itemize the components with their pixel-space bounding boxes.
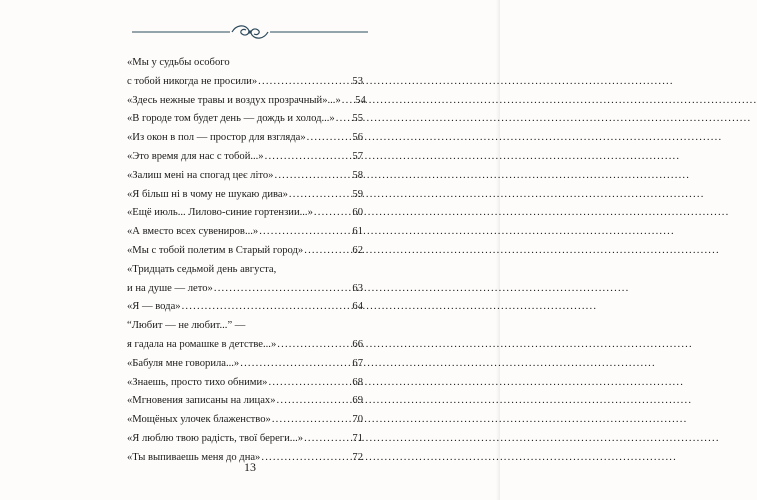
toc-entry-page: 60 — [352, 207, 363, 219]
dot-leader — [259, 223, 345, 242]
toc-entry-page: 71 — [352, 432, 363, 444]
toc-entry — [127, 261, 363, 280]
toc-entry-page: 59 — [352, 188, 363, 200]
dot-leader — [277, 392, 345, 411]
toc-entry-title: «Бабуля мне говорила...» — [127, 357, 240, 369]
toc-entry-page: 57 — [352, 150, 363, 162]
dot-leader — [265, 148, 345, 167]
toc-entry — [127, 355, 363, 374]
toc-entry — [127, 110, 363, 129]
toc-entry — [127, 148, 363, 167]
toc-entry — [127, 298, 363, 317]
toc-entry-title: «В городе том будет день — дождь и холод...» — [127, 113, 335, 125]
toc-entry — [127, 186, 363, 205]
toc-entry-page: 62 — [352, 244, 363, 256]
toc-entry-page: 61 — [352, 226, 363, 238]
toc-entry-title: «Я люблю твою радість, твої береги...» — [127, 432, 304, 444]
dot-leader — [214, 280, 345, 299]
toc-entry — [127, 430, 363, 449]
dot-leader — [336, 110, 345, 129]
dot-leader — [304, 242, 345, 261]
toc-entry-title: «Мы у судьбы особого — [127, 57, 230, 68]
decorative-flourish-icon — [132, 20, 368, 44]
toc-entry — [127, 317, 363, 336]
dot-leader — [268, 374, 345, 393]
toc-entry-title: «Я — вода» — [127, 301, 181, 313]
toc-entry — [127, 336, 363, 355]
dot-leader — [314, 204, 345, 223]
toc-entry-title: я гадала на ромашке в детстве...» — [127, 338, 277, 350]
toc-entry-page: 63 — [352, 282, 363, 294]
toc-entry-title: «Из окон в пол — простор для взгляда» — [127, 132, 306, 144]
page-edge-shadow — [496, 0, 500, 500]
toc-entry-title: “Любит — не любит...” — — [127, 320, 246, 332]
toc-entry — [127, 129, 363, 148]
toc-entry-title: «Тридцать седьмой день августа, — [127, 263, 277, 275]
dot-leader — [304, 430, 345, 449]
toc-entry-page: 66 — [352, 338, 363, 350]
toc-entry-page: 68 — [352, 376, 363, 388]
dot-leader — [274, 167, 345, 186]
dot-leader — [277, 336, 345, 355]
toc-entry-page: 69 — [352, 395, 363, 407]
toc-entry-title: «Мгновения записаны на лицах» — [127, 395, 276, 407]
toc-entry — [127, 167, 363, 186]
toc-entry-page: 53 — [352, 75, 363, 87]
toc-entry-title: «Мощёных улочек блаженство» — [127, 414, 271, 426]
toc-entry-title: «Ещё июль... Лилово-синие гортензии...» — [127, 207, 313, 219]
toc-entry — [127, 92, 366, 111]
dot-leader — [272, 411, 345, 430]
toc-entry — [127, 223, 363, 242]
toc-entry — [127, 411, 363, 430]
dot-leader — [182, 298, 345, 317]
toc-entry-page: 64 — [352, 301, 363, 313]
toc-entry-title: «Ты выпиваешь меня до дна» — [127, 451, 261, 463]
toc-entry — [127, 204, 363, 223]
toc-entry — [127, 242, 363, 261]
toc-entry-page: 67 — [352, 357, 363, 369]
toc-entry — [127, 73, 363, 92]
table-of-contents — [127, 54, 366, 468]
toc-entry-title: «Здесь нежные травы и воздух прозрачный»...» — [127, 94, 341, 106]
toc-entry-page: 55 — [352, 113, 363, 125]
toc-entry-title: «Я більш ні в чому не шукаю дива» — [127, 188, 288, 200]
toc-entry-page: 58 — [352, 169, 363, 181]
toc-entry-title: «Мы с тобой полетим в Старый город» — [127, 244, 304, 256]
toc-entry-page: 54 — [355, 94, 366, 106]
toc-entry-title: «Залиш мені на спогад цеє літо» — [127, 169, 274, 181]
toc-entry-title: с тобой никогда не просили» — [127, 75, 258, 87]
toc-entry-title: и на душе — лето» — [127, 282, 213, 294]
toc-entry — [127, 54, 363, 73]
toc-entry-page: 72 — [352, 451, 363, 463]
toc-entry — [127, 280, 363, 299]
page-number: 13 — [244, 460, 256, 474]
toc-entry-page: 70 — [352, 414, 363, 426]
dot-leader — [258, 73, 345, 92]
dot-leader — [289, 186, 345, 205]
toc-entry-title: «Знаешь, просто тихо обними» — [127, 376, 268, 388]
dot-leader — [240, 355, 345, 374]
toc-entry-title: «А вместо всех сувениров...» — [127, 226, 259, 238]
toc-entry — [127, 392, 363, 411]
toc-entry — [127, 374, 363, 393]
dot-leader — [307, 129, 345, 148]
toc-entry-title: «Это время для нас с тобой...» — [127, 150, 264, 162]
toc-entry-page: 56 — [352, 132, 363, 144]
